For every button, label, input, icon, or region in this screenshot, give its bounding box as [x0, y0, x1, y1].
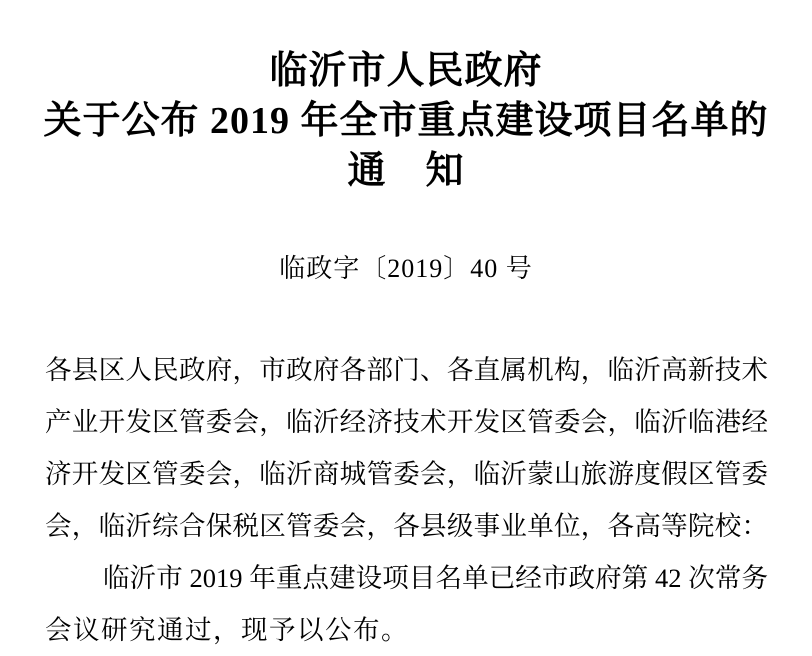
announcement-paragraph — [45, 552, 768, 656]
document-number: 临政字〔2019〕40 号 — [279, 254, 533, 283]
notice-body — [45, 344, 768, 656]
body-line: 各县区人民政府，市政府各部门、各直属机构，临沂高新技术 — [45, 355, 768, 385]
body-line: 会议研究通过，现予以公布。 — [45, 615, 409, 645]
notice-title — [0, 46, 812, 196]
body-line: 产业开发区管委会，临沂经济技术开发区管委会，临沂临港经 — [45, 407, 768, 437]
body-line: 会，临沂综合保税区管委会，各县级事业单位，各高等院校： — [45, 511, 768, 541]
title-line-notice-word: 通 知 — [347, 150, 465, 192]
addressees-paragraph — [45, 344, 768, 552]
body-line: 济开发区管委会，临沂商城管委会，临沂蒙山旅游度假区管委 — [45, 459, 768, 489]
title-line-subject: 关于公布 2019 年全市重点建设项目名单的 — [43, 100, 769, 142]
body-line: 临沂市 2019 年重点建设项目名单已经市政府第 42 次常务 — [103, 563, 768, 593]
title-line-issuer: 临沂市人民政府 — [269, 50, 543, 92]
